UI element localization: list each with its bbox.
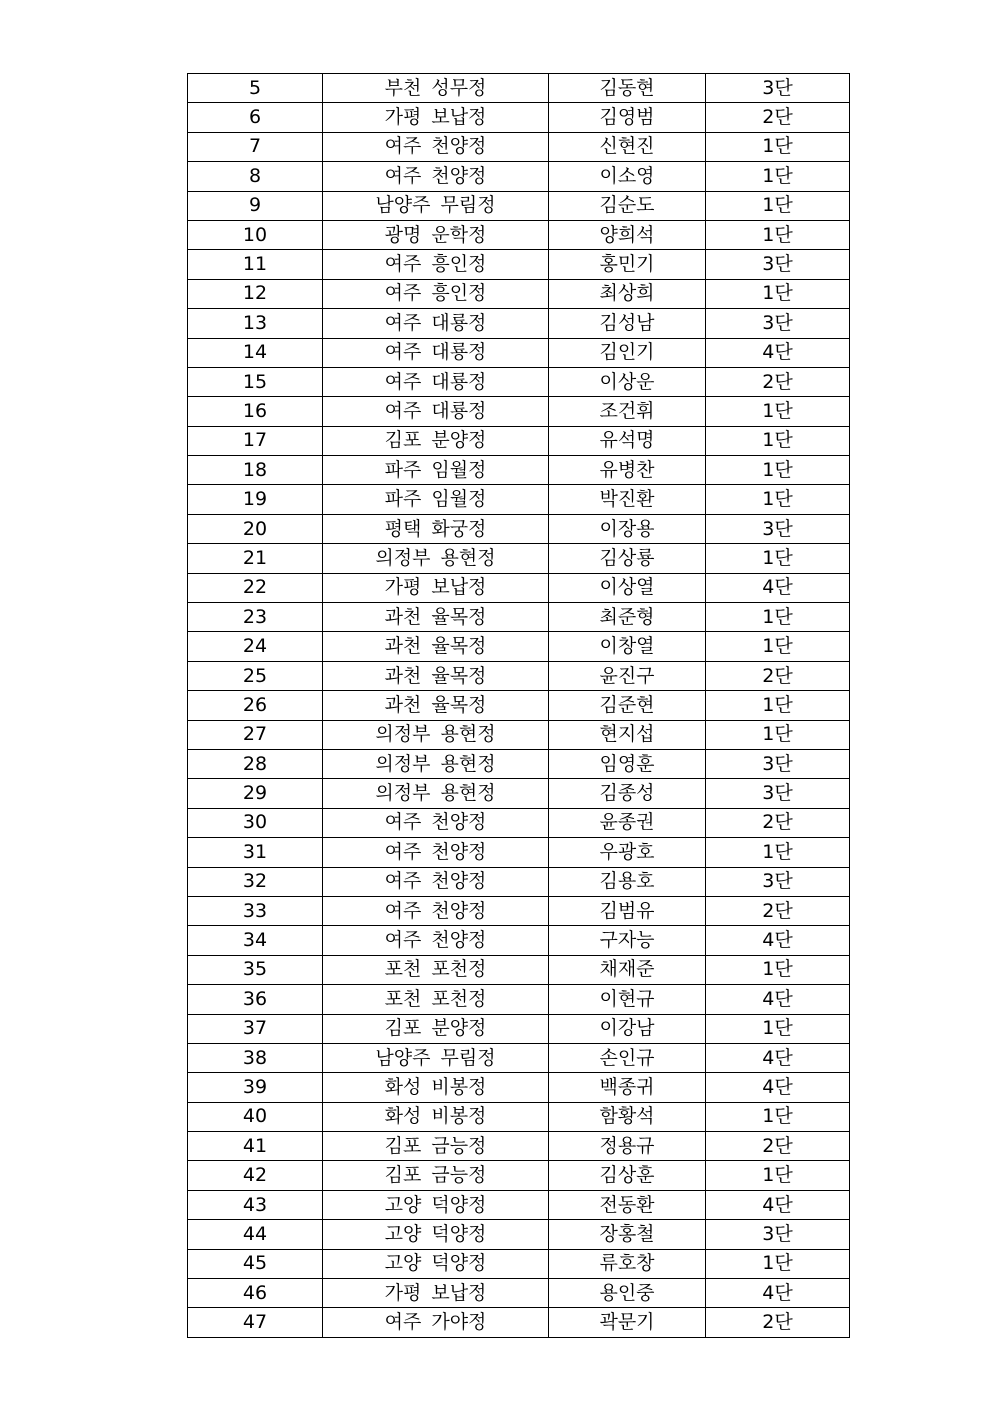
rank-cell: 3단: [706, 749, 850, 778]
row-number-cell: 44: [188, 1220, 323, 1249]
rank-cell: 2단: [706, 103, 850, 132]
table-row: [188, 544, 850, 573]
club-cell: 여주 천양정: [323, 896, 549, 925]
member-name-cell: 류호창: [549, 1249, 706, 1278]
rank-cell: 2단: [706, 808, 850, 837]
member-name-cell: 유석명: [549, 426, 706, 455]
row-number-cell: 20: [188, 514, 323, 543]
rank-cell: 1단: [706, 397, 850, 426]
club-cell: 여주 흥인정: [323, 250, 549, 279]
table-row: [188, 720, 850, 749]
rank-cell: 1단: [706, 1014, 850, 1043]
table-row: [188, 808, 850, 837]
table-row: [188, 191, 850, 220]
member-name-cell: 김상훈: [549, 1161, 706, 1190]
club-cell: 여주 천양정: [323, 162, 549, 191]
club-cell: 과천 율목정: [323, 691, 549, 720]
table-row: [188, 397, 850, 426]
row-number-cell: 41: [188, 1132, 323, 1161]
row-number-cell: 11: [188, 250, 323, 279]
row-number-cell: 23: [188, 603, 323, 632]
rank-cell: 2단: [706, 661, 850, 690]
member-name-cell: 손인규: [549, 1043, 706, 1072]
club-cell: 여주 대룡정: [323, 338, 549, 367]
row-number-cell: 42: [188, 1161, 323, 1190]
table-row: [188, 1161, 850, 1190]
member-name-cell: 김상룡: [549, 544, 706, 573]
rank-cell: 2단: [706, 1132, 850, 1161]
club-cell: 김포 금능정: [323, 1161, 549, 1190]
member-name-cell: 구자능: [549, 926, 706, 955]
member-name-cell: 우광호: [549, 838, 706, 867]
club-cell: 여주 천양정: [323, 132, 549, 161]
row-number-cell: 21: [188, 544, 323, 573]
row-number-cell: 31: [188, 838, 323, 867]
rank-cell: 4단: [706, 1073, 850, 1102]
table-row: [188, 309, 850, 338]
club-cell: 남양주 무림정: [323, 191, 549, 220]
club-cell: 부천 성무정: [323, 74, 549, 103]
table-row: [188, 1102, 850, 1131]
club-cell: 여주 천양정: [323, 867, 549, 896]
rank-cell: 3단: [706, 1220, 850, 1249]
rank-cell: 1단: [706, 544, 850, 573]
row-number-cell: 24: [188, 632, 323, 661]
rank-cell: 1단: [706, 838, 850, 867]
table-row: [188, 1190, 850, 1219]
table-row: [188, 1014, 850, 1043]
table-row: [188, 103, 850, 132]
rank-cell: 3단: [706, 74, 850, 103]
row-number-cell: 25: [188, 661, 323, 690]
row-number-cell: 36: [188, 985, 323, 1014]
member-name-cell: 채재준: [549, 955, 706, 984]
club-cell: 가평 보납정: [323, 573, 549, 602]
member-name-cell: 최상희: [549, 279, 706, 308]
table-row: [188, 985, 850, 1014]
rank-cell: 2단: [706, 367, 850, 396]
member-name-cell: 김범유: [549, 896, 706, 925]
row-number-cell: 37: [188, 1014, 323, 1043]
member-name-cell: 곽문기: [549, 1308, 706, 1337]
row-number-cell: 8: [188, 162, 323, 191]
member-name-cell: 양희석: [549, 220, 706, 249]
rank-cell: 1단: [706, 955, 850, 984]
club-cell: 포천 포천정: [323, 985, 549, 1014]
club-cell: 김포 분양정: [323, 1014, 549, 1043]
row-number-cell: 38: [188, 1043, 323, 1072]
club-cell: 고양 덕양정: [323, 1249, 549, 1278]
club-cell: 의정부 용현정: [323, 544, 549, 573]
club-cell: 여주 대룡정: [323, 309, 549, 338]
rank-cell: 2단: [706, 1308, 850, 1337]
table-row: [188, 456, 850, 485]
member-name-cell: 최준형: [549, 603, 706, 632]
table-row: [188, 1220, 850, 1249]
club-cell: 고양 덕양정: [323, 1190, 549, 1219]
row-number-cell: 6: [188, 103, 323, 132]
table-row: [188, 426, 850, 455]
row-number-cell: 40: [188, 1102, 323, 1131]
table-row: [188, 250, 850, 279]
row-number-cell: 32: [188, 867, 323, 896]
row-number-cell: 39: [188, 1073, 323, 1102]
club-cell: 여주 대룡정: [323, 397, 549, 426]
club-cell: 과천 율목정: [323, 661, 549, 690]
member-name-cell: 김용호: [549, 867, 706, 896]
row-number-cell: 34: [188, 926, 323, 955]
table-row: [188, 74, 850, 103]
table-row: [188, 749, 850, 778]
row-number-cell: 46: [188, 1279, 323, 1308]
member-name-cell: 이현규: [549, 985, 706, 1014]
row-number-cell: 19: [188, 485, 323, 514]
table-row: [188, 838, 850, 867]
row-number-cell: 45: [188, 1249, 323, 1278]
member-name-cell: 김종성: [549, 779, 706, 808]
club-cell: 광명 운학정: [323, 220, 549, 249]
rank-cell: 1단: [706, 220, 850, 249]
member-name-cell: 유병찬: [549, 456, 706, 485]
member-name-cell: 윤진구: [549, 661, 706, 690]
member-name-cell: 김순도: [549, 191, 706, 220]
rank-cell: 1단: [706, 603, 850, 632]
row-number-cell: 16: [188, 397, 323, 426]
club-cell: 가평 보납정: [323, 103, 549, 132]
club-cell: 여주 천양정: [323, 838, 549, 867]
member-name-cell: 김인기: [549, 338, 706, 367]
row-number-cell: 27: [188, 720, 323, 749]
member-name-cell: 김동현: [549, 74, 706, 103]
row-number-cell: 30: [188, 808, 323, 837]
row-number-cell: 33: [188, 896, 323, 925]
club-cell: 가평 보납정: [323, 1279, 549, 1308]
member-name-cell: 현지섭: [549, 720, 706, 749]
rank-cell: 3단: [706, 514, 850, 543]
club-cell: 과천 율목정: [323, 603, 549, 632]
member-name-cell: 이상운: [549, 367, 706, 396]
member-name-cell: 조건휘: [549, 397, 706, 426]
club-cell: 파주 임월정: [323, 485, 549, 514]
row-number-cell: 14: [188, 338, 323, 367]
table-row: [188, 1132, 850, 1161]
member-name-cell: 이장용: [549, 514, 706, 543]
table-row: [188, 691, 850, 720]
table-row: [188, 1308, 850, 1337]
club-cell: 포천 포천정: [323, 955, 549, 984]
row-number-cell: 18: [188, 456, 323, 485]
rank-cell: 4단: [706, 985, 850, 1014]
rank-cell: 1단: [706, 162, 850, 191]
club-cell: 김포 분양정: [323, 426, 549, 455]
rank-cell: 3단: [706, 309, 850, 338]
member-name-cell: 이소영: [549, 162, 706, 191]
member-name-cell: 용인중: [549, 1279, 706, 1308]
row-number-cell: 7: [188, 132, 323, 161]
rank-cell: 3단: [706, 867, 850, 896]
rank-cell: 4단: [706, 573, 850, 602]
rank-cell: 1단: [706, 1249, 850, 1278]
table-row: [188, 1043, 850, 1072]
member-name-cell: 백종귀: [549, 1073, 706, 1102]
row-number-cell: 47: [188, 1308, 323, 1337]
rank-cell: 1단: [706, 632, 850, 661]
club-cell: 남양주 무림정: [323, 1043, 549, 1072]
rank-cell: 4단: [706, 926, 850, 955]
member-name-cell: 전동환: [549, 1190, 706, 1219]
member-name-cell: 정용규: [549, 1132, 706, 1161]
club-cell: 의정부 용현정: [323, 720, 549, 749]
row-number-cell: 26: [188, 691, 323, 720]
row-number-cell: 17: [188, 426, 323, 455]
club-cell: 과천 율목정: [323, 632, 549, 661]
member-name-cell: 이상열: [549, 573, 706, 602]
rank-cell: 2단: [706, 896, 850, 925]
rank-cell: 1단: [706, 485, 850, 514]
table-row: [188, 1249, 850, 1278]
table-row: [188, 661, 850, 690]
rank-cell: 1단: [706, 1161, 850, 1190]
table-row: [188, 867, 850, 896]
table-row: [188, 132, 850, 161]
row-number-cell: 43: [188, 1190, 323, 1219]
table-row: [188, 338, 850, 367]
table-row: [188, 926, 850, 955]
rank-cell: 4단: [706, 1043, 850, 1072]
rank-cell: 3단: [706, 250, 850, 279]
member-name-cell: 김영범: [549, 103, 706, 132]
row-number-cell: 15: [188, 367, 323, 396]
member-name-cell: 함황석: [549, 1102, 706, 1131]
rank-cell: 1단: [706, 720, 850, 749]
row-number-cell: 28: [188, 749, 323, 778]
member-name-cell: 박진환: [549, 485, 706, 514]
rank-cell: 3단: [706, 779, 850, 808]
table-row: [188, 779, 850, 808]
table-row: [188, 514, 850, 543]
club-cell: 평택 화궁정: [323, 514, 549, 543]
row-number-cell: 9: [188, 191, 323, 220]
member-name-cell: 이강남: [549, 1014, 706, 1043]
row-number-cell: 12: [188, 279, 323, 308]
club-cell: 김포 금능정: [323, 1132, 549, 1161]
row-number-cell: 22: [188, 573, 323, 602]
table-row: [188, 485, 850, 514]
club-cell: 여주 천양정: [323, 808, 549, 837]
member-name-cell: 임영훈: [549, 749, 706, 778]
table-row: [188, 1279, 850, 1308]
row-number-cell: 35: [188, 955, 323, 984]
member-name-cell: 김성남: [549, 309, 706, 338]
club-cell: 의정부 용현정: [323, 749, 549, 778]
member-name-cell: 장홍철: [549, 1220, 706, 1249]
club-cell: 고양 덕양정: [323, 1220, 549, 1249]
row-number-cell: 5: [188, 74, 323, 103]
table-row: [188, 367, 850, 396]
club-cell: 의정부 용현정: [323, 779, 549, 808]
club-cell: 화성 비봉정: [323, 1073, 549, 1102]
member-name-cell: 김준현: [549, 691, 706, 720]
rank-cell: 1단: [706, 1102, 850, 1131]
rank-cell: 1단: [706, 132, 850, 161]
table-row: [188, 162, 850, 191]
roster-table-body: [188, 74, 850, 1338]
club-cell: 여주 가야정: [323, 1308, 549, 1337]
row-number-cell: 10: [188, 220, 323, 249]
club-cell: 여주 흥인정: [323, 279, 549, 308]
table-row: [188, 1073, 850, 1102]
rank-cell: 1단: [706, 456, 850, 485]
rank-cell: 4단: [706, 1279, 850, 1308]
table-row: [188, 573, 850, 602]
table-row: [188, 632, 850, 661]
club-cell: 화성 비봉정: [323, 1102, 549, 1131]
club-cell: 여주 천양정: [323, 926, 549, 955]
club-cell: 여주 대룡정: [323, 367, 549, 396]
rank-cell: 4단: [706, 338, 850, 367]
table-row: [188, 279, 850, 308]
table-row: [188, 955, 850, 984]
member-name-cell: 신현진: [549, 132, 706, 161]
rank-cell: 1단: [706, 191, 850, 220]
table-row: [188, 896, 850, 925]
rank-cell: 1단: [706, 279, 850, 308]
row-number-cell: 13: [188, 309, 323, 338]
table-row: [188, 603, 850, 632]
club-cell: 파주 임월정: [323, 456, 549, 485]
member-name-cell: 윤종권: [549, 808, 706, 837]
rank-cell: 1단: [706, 691, 850, 720]
rank-cell: 4단: [706, 1190, 850, 1219]
roster-table: [187, 73, 850, 1338]
row-number-cell: 29: [188, 779, 323, 808]
table-row: [188, 220, 850, 249]
member-name-cell: 이창열: [549, 632, 706, 661]
rank-cell: 1단: [706, 426, 850, 455]
member-name-cell: 홍민기: [549, 250, 706, 279]
